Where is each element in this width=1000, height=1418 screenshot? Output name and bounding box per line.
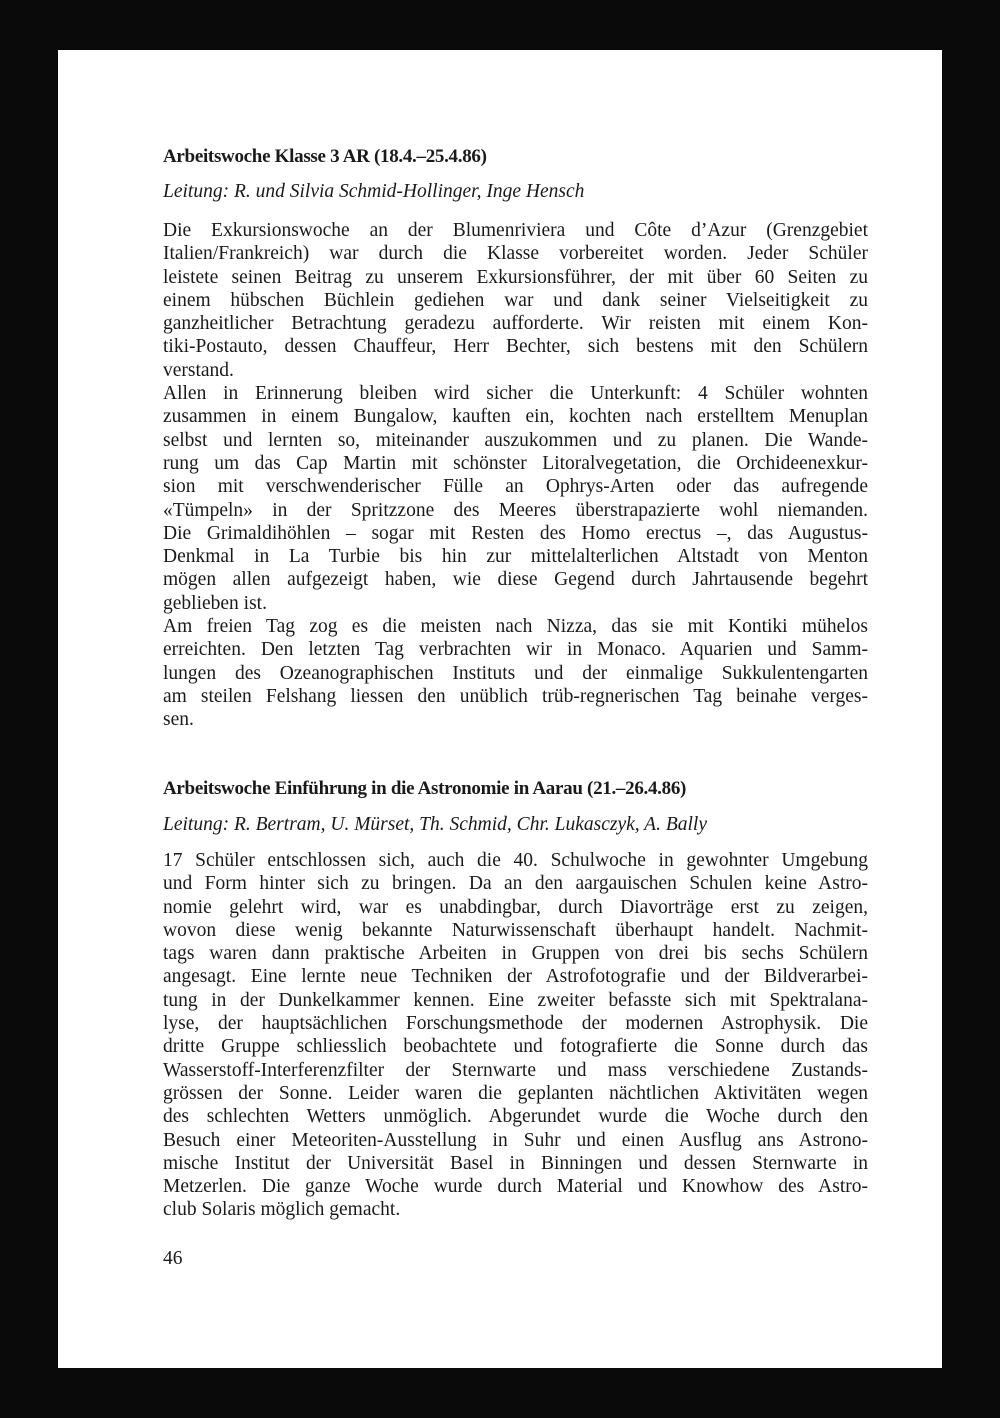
text-line: angesagt. Eine lernte neue Techniken der Astrofotografie und der Bildverarbei- — [163, 966, 868, 988]
text-line: rung um das Cap Martin mit schönster Litoralvegetation, die Orchideenexkur- — [163, 452, 868, 474]
section-body-1 — [163, 219, 868, 732]
text-line: Metzerlen. Die ganze Woche wurde durch Material und Knowhow des Astro- — [163, 1176, 868, 1198]
text-line: sen. — [163, 709, 194, 731]
text-line: mische Institut der Universität Basel in Binningen und dessen Sternwarte in — [163, 1152, 868, 1174]
text-line: sion mit verschwenderischer Fülle an Ophrys-Arten oder das aufregende — [163, 476, 868, 498]
text-line: Am freien Tag zog es die meisten nach Nizza, das sie mit Kontiki mühelos — [163, 616, 868, 638]
text-line: grössen der Sonne. Leider waren die geplanten nächtlichen Aktivitäten wegen — [163, 1082, 868, 1104]
text-line: nomie gelehrt wird, war es unabdingbar, durch Diavorträge erst zu zeigen, — [163, 896, 868, 918]
document-page — [58, 50, 942, 1368]
text-line: tiki-Postauto, dessen Chauffeur, Herr Bechter, sich bestens mit den Schülern — [163, 336, 868, 358]
text-line: «Tümpeln» in der Spritzzone des Meeres überstrapazierte wohl niemanden. — [163, 499, 868, 521]
text-line: selbst und lernten so, miteinander auszukommen und zu planen. Die Wande- — [163, 429, 868, 451]
text-line: leistete seinen Beitrag zu unserem Exkursionsführer, der mit über 60 Seiten zu — [163, 266, 868, 288]
text-line: lungen des Ozeanographischen Instituts und der einmalige Sukkulentengarten — [163, 662, 868, 684]
text-line: lyse, der hauptsächlichen Forschungsmethode der modernen Astrophysik. Die — [163, 1013, 868, 1035]
text-line: Denkmal in La Turbie bis hin zur mittelalterlichen Altstadt von Menton — [163, 546, 868, 568]
text-line: dritte Gruppe schliesslich beobachtete und fotografierte die Sonne durch das — [163, 1036, 868, 1058]
page-number: 46 — [163, 1248, 183, 1269]
text-line: tung in der Dunkelkammer kennen. Eine zweiter befasste sich mit Spektralana- — [163, 989, 868, 1011]
section-heading-1: Arbeitswoche Klasse 3 AR (18.4.–25.4.86) — [163, 146, 487, 167]
text-line: Die Grimaldihöhlen – sogar mit Resten des Homo erectus –, das Augustus- — [163, 522, 868, 544]
section-leitung-2: Leitung: R. Bertram, U. Mürset, Th. Schmid, Chr. Lukasczyk, A. Bally — [163, 814, 707, 835]
section-leitung-1: Leitung: R. und Silvia Schmid-Hollinger, Inge Hensch — [163, 181, 585, 202]
text-line: erreichten. Den letzten Tag verbrachten wir in Monaco. Aquarien und Samm- — [163, 639, 868, 661]
text-line: zusammen in einem Bungalow, kauften ein, kochten nach erstelltem Menuplan — [163, 406, 868, 428]
text-line: und Form hinter sich zu bringen. Da an den aargauischen Schulen keine Astro- — [163, 873, 868, 895]
text-line: club Solaris möglich gemacht. — [163, 1199, 401, 1221]
text-line: geblieben ist. — [163, 592, 267, 614]
text-line: Italien/Frankreich) war durch die Klasse vorbereitet worden. Jeder Schüler — [163, 243, 868, 265]
section-body-2 — [163, 849, 868, 1222]
text-line: Die Exkursionswoche an der Blumenriviera und Côte d’Azur (Grenzgebiet — [163, 220, 868, 241]
text-line: tags waren dann praktische Arbeiten in Gruppen von drei bis sechs Schülern — [163, 943, 868, 965]
text-line: einem hübschen Büchlein gediehen war und dank seiner Vielseitigkeit zu — [163, 289, 868, 311]
text-line: des schlechten Wetters unmöglich. Abgerundet wurde die Woche durch den — [163, 1106, 868, 1128]
text-line: mögen allen aufgezeigt haben, wie diese Gegend durch Jahrtausende begehrt — [163, 569, 868, 591]
text-line: Wasserstoff-Interferenzfilter der Sternwarte und mass verschiedene Zustands- — [163, 1059, 868, 1081]
section-heading-2: Arbeitswoche Einführung in die Astronomie in Aarau (21.–26.4.86) — [163, 778, 687, 799]
text-line: Allen in Erinnerung bleiben wird sicher die Unterkunft: 4 Schüler wohnten — [163, 383, 868, 405]
text-line: 17 Schüler entschlossen sich, auch die 40. Schulwoche in gewohnter Umgebung — [163, 850, 868, 871]
text-line: ganzheitlicher Betrachtung geradezu aufforderte. Wir reisten mit einem Kon- — [163, 313, 868, 335]
text-line: Besuch einer Meteoriten-Ausstellung in Suhr und einen Ausflug ans Astrono- — [163, 1129, 868, 1151]
text-line: wovon diese wenig bekannte Naturwissenschaft überhaupt handelt. Nachmit- — [163, 919, 868, 941]
text-line: verstand. — [163, 359, 234, 381]
text-line: am steilen Felshang liessen den unüblich trüb-regnerischen Tag beinahe verges- — [163, 685, 868, 707]
